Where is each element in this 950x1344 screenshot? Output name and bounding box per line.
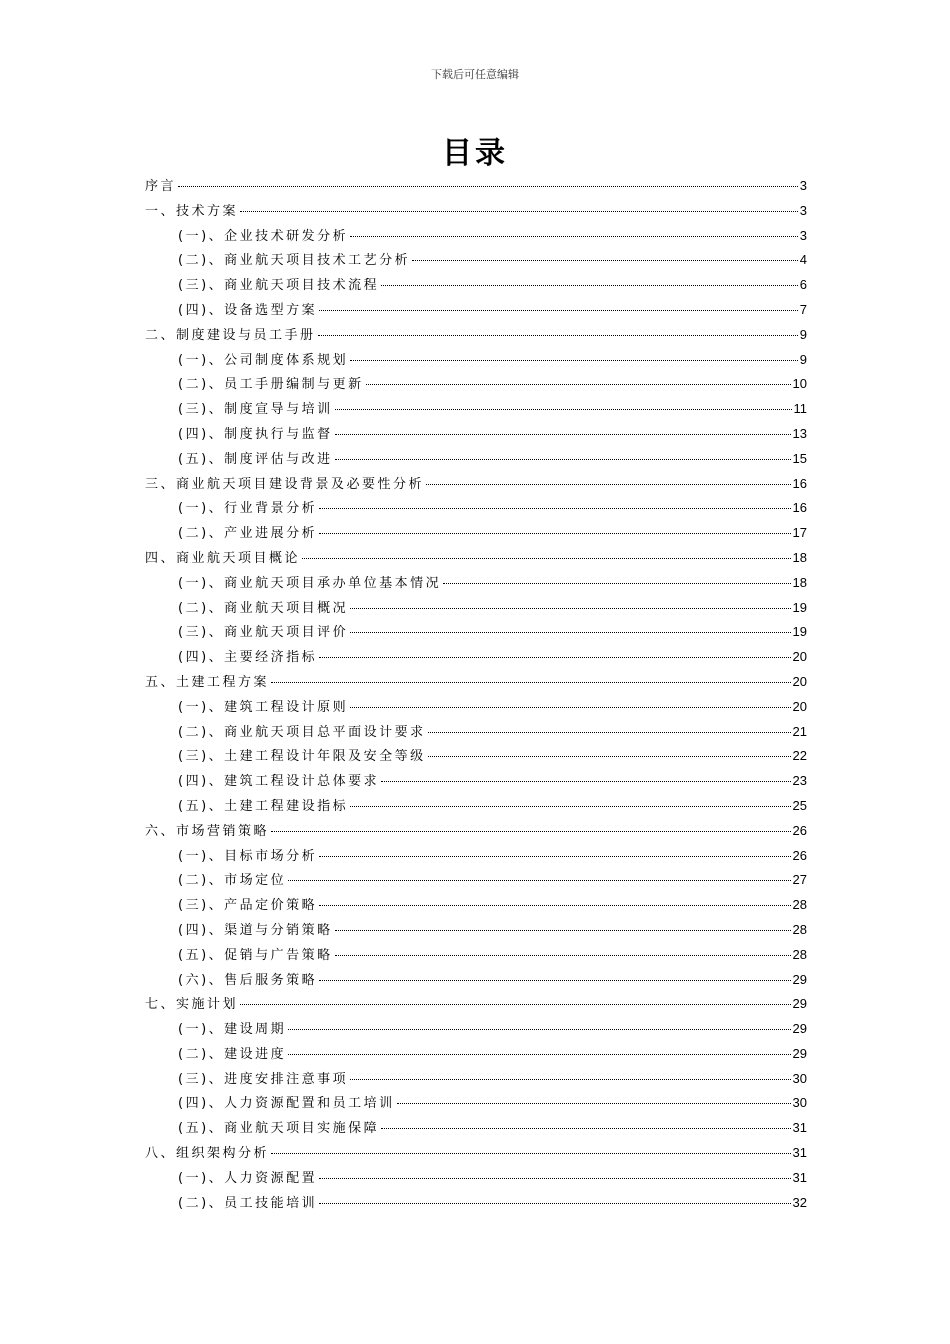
- dot-leader: [319, 657, 790, 658]
- toc-entry-title: (三)、制度宣导与培训: [178, 402, 333, 418]
- toc-entry-title: (四)、建筑工程设计总体要求: [178, 774, 380, 790]
- dot-leader: [350, 360, 798, 361]
- toc-entry-title: (四)、设备选型方案: [178, 302, 318, 318]
- toc-section-entry[interactable]: [145, 918, 807, 943]
- toc-entry-title: 七、实施计划: [145, 997, 239, 1013]
- toc-entry-page-number: 20: [792, 649, 807, 665]
- toc-section-entry[interactable]: [145, 1166, 807, 1191]
- toc-section-entry[interactable]: [145, 645, 807, 670]
- toc-entry-title: 三、商业航天项目建设背景及必要性分析: [145, 476, 425, 492]
- toc-entry-title: (五)、制度评估与改进: [178, 451, 333, 467]
- dot-leader: [288, 880, 790, 881]
- toc-entry-title: (二)、员工技能培训: [178, 1195, 318, 1211]
- table-of-contents: [145, 174, 807, 1215]
- toc-entry-title: (三)、产品定价策略: [178, 898, 318, 914]
- toc-chapter-entry[interactable]: [145, 1141, 807, 1166]
- toc-entry-page-number: 27: [792, 872, 807, 888]
- toc-section-entry[interactable]: [145, 769, 807, 794]
- toc-entry-page-number: 13: [792, 425, 807, 441]
- toc-section-entry[interactable]: [145, 1067, 807, 1092]
- dot-leader: [319, 905, 790, 906]
- toc-entry-page-number: 17: [792, 525, 807, 541]
- toc-section-entry[interactable]: [145, 447, 807, 472]
- toc-section-entry[interactable]: [145, 1042, 807, 1067]
- dot-leader: [319, 1203, 790, 1204]
- toc-entry-page-number: 31: [792, 1169, 807, 1185]
- toc-section-entry[interactable]: [145, 348, 807, 373]
- dot-leader: [319, 1178, 790, 1179]
- toc-entry-title: (四)、主要经济指标: [178, 650, 318, 666]
- toc-entry-title: 四、商业航天项目概论: [145, 550, 301, 566]
- toc-entry-page-number: 7: [799, 301, 807, 317]
- dot-leader: [319, 980, 790, 981]
- toc-entry-page-number: 18: [792, 574, 807, 590]
- toc-entry-page-number: 25: [792, 797, 807, 813]
- toc-entry-title: (二)、员工手册编制与更新: [178, 377, 364, 393]
- dot-leader: [335, 434, 791, 435]
- toc-section-entry[interactable]: [145, 1191, 807, 1216]
- toc-entry-title: (二)、商业航天项目概况: [178, 600, 349, 616]
- toc-chapter-entry[interactable]: [145, 199, 807, 224]
- toc-entry-page-number: 3: [799, 202, 807, 218]
- toc-entry-page-number: 9: [799, 326, 807, 342]
- toc-section-entry[interactable]: [145, 521, 807, 546]
- toc-entry-title: 序言: [145, 179, 177, 194]
- toc-section-entry[interactable]: [145, 372, 807, 397]
- toc-entry-title: (一)、行业背景分析: [178, 501, 318, 517]
- dot-leader: [366, 384, 791, 385]
- toc-entry-title: (一)、建设周期: [178, 1022, 287, 1038]
- toc-entry-page-number: 23: [792, 773, 807, 789]
- toc-entry-page-number: 4: [799, 252, 807, 268]
- dot-leader: [240, 211, 798, 212]
- toc-entry-title: 一、技术方案: [145, 203, 239, 219]
- toc-entry-title: (二)、市场定位: [178, 873, 287, 889]
- toc-entry-title: (一)、公司制度体系规划: [178, 352, 349, 368]
- dot-leader: [350, 632, 790, 633]
- toc-entry-title: (二)、商业航天项目技术工艺分析: [178, 253, 411, 269]
- toc-entry-page-number: 29: [792, 1021, 807, 1037]
- toc-entry-page-number: 32: [792, 1194, 807, 1210]
- toc-title: 目录: [442, 136, 508, 171]
- toc-chapter-entry[interactable]: [145, 546, 807, 571]
- dot-leader: [271, 831, 791, 832]
- dot-leader: [271, 682, 791, 683]
- toc-entry-title: 二、制度建设与员工手册: [145, 327, 316, 343]
- toc-entry-page-number: 3: [799, 178, 807, 193]
- dot-leader: [412, 260, 798, 261]
- dot-leader: [381, 781, 790, 782]
- toc-entry-title: (一)、商业航天项目承办单位基本情况: [178, 575, 442, 591]
- dot-leader: [350, 236, 798, 237]
- toc-section-entry[interactable]: [145, 844, 807, 869]
- toc-entry-page-number: 31: [792, 1145, 807, 1161]
- toc-entry-page-number: 29: [792, 971, 807, 987]
- toc-entry-title: (一)、企业技术研发分析: [178, 228, 349, 244]
- dot-leader: [350, 608, 790, 609]
- toc-chapter-entry[interactable]: [145, 174, 807, 199]
- toc-entry-title: 八、组织架构分析: [145, 1146, 270, 1162]
- toc-section-entry[interactable]: [145, 298, 807, 323]
- toc-chapter-entry[interactable]: [145, 992, 807, 1017]
- toc-section-entry[interactable]: [145, 1116, 807, 1141]
- toc-entry-title: (四)、渠道与分销策略: [178, 922, 333, 938]
- toc-entry-page-number: 31: [792, 1120, 807, 1136]
- toc-entry-page-number: 30: [792, 1095, 807, 1111]
- toc-entry-page-number: 29: [792, 1045, 807, 1061]
- toc-entry-title: (三)、进度安排注意事项: [178, 1071, 349, 1087]
- toc-entry-title: (一)、人力资源配置: [178, 1170, 318, 1186]
- dot-leader: [350, 707, 790, 708]
- dot-leader: [428, 732, 791, 733]
- toc-entry-page-number: 11: [793, 401, 807, 417]
- toc-entry-page-number: 16: [792, 500, 807, 516]
- toc-entry-title: (二)、产业进展分析: [178, 526, 318, 542]
- toc-entry-title: 六、市场营销策略: [145, 823, 270, 839]
- dot-leader: [443, 583, 790, 584]
- toc-entry-title: (五)、促销与广告策略: [178, 947, 333, 963]
- toc-entry-page-number: 26: [792, 822, 807, 838]
- dot-leader: [319, 856, 790, 857]
- toc-section-entry[interactable]: [145, 695, 807, 720]
- toc-section-entry[interactable]: [145, 397, 807, 422]
- dot-leader: [381, 285, 798, 286]
- toc-entry-page-number: 16: [792, 475, 807, 491]
- dot-leader: [381, 1128, 790, 1129]
- toc-section-entry[interactable]: [145, 744, 807, 769]
- toc-entry-title: (五)、商业航天项目实施保障: [178, 1121, 380, 1137]
- dot-leader: [319, 533, 790, 534]
- toc-section-entry[interactable]: [145, 422, 807, 447]
- toc-entry-page-number: 28: [792, 921, 807, 937]
- toc-entry-page-number: 29: [792, 996, 807, 1012]
- toc-entry-page-number: 20: [792, 698, 807, 714]
- toc-chapter-entry[interactable]: [145, 323, 807, 348]
- toc-section-entry[interactable]: [145, 571, 807, 596]
- toc-section-entry[interactable]: [145, 224, 807, 249]
- toc-section-entry[interactable]: [145, 248, 807, 273]
- toc-entry-page-number: 3: [799, 227, 807, 243]
- dot-leader: [426, 484, 791, 485]
- toc-entry-page-number: 21: [792, 723, 807, 739]
- dot-leader: [302, 558, 791, 559]
- toc-section-entry[interactable]: [145, 720, 807, 745]
- toc-chapter-entry[interactable]: [145, 670, 807, 695]
- toc-entry-page-number: 28: [792, 897, 807, 913]
- toc-entry-page-number: 18: [792, 549, 807, 565]
- dot-leader: [319, 310, 798, 311]
- toc-entry-page-number: 30: [792, 1070, 807, 1086]
- toc-entry-title: (三)、商业航天项目技术流程: [178, 278, 380, 294]
- toc-section-entry[interactable]: [145, 1017, 807, 1042]
- toc-section-entry[interactable]: [145, 496, 807, 521]
- toc-entry-page-number: 20: [792, 673, 807, 689]
- toc-entry-title: (二)、建设进度: [178, 1046, 287, 1062]
- dot-leader: [397, 1103, 791, 1104]
- toc-section-entry[interactable]: [145, 968, 807, 993]
- toc-chapter-entry[interactable]: [145, 819, 807, 844]
- toc-entry-page-number: 19: [792, 624, 807, 640]
- toc-entry-title: (一)、建筑工程设计原则: [178, 699, 349, 715]
- dot-leader: [319, 508, 790, 509]
- dot-leader: [335, 930, 791, 931]
- dot-leader: [428, 756, 791, 757]
- page-header: 下载后可任意编辑: [431, 68, 519, 81]
- toc-entry-title: (六)、售后服务策略: [178, 972, 318, 988]
- dot-leader: [335, 459, 791, 460]
- toc-section-entry[interactable]: [145, 868, 807, 893]
- dot-leader: [271, 1153, 791, 1154]
- dot-leader: [335, 409, 792, 410]
- toc-section-entry[interactable]: [145, 1091, 807, 1116]
- toc-entry-page-number: 15: [792, 450, 807, 466]
- toc-section-entry[interactable]: [145, 273, 807, 298]
- toc-entry-title: (二)、商业航天项目总平面设计要求: [178, 724, 426, 740]
- toc-entry-page-number: 9: [799, 351, 807, 367]
- dot-leader: [288, 1029, 790, 1030]
- dot-leader: [288, 1054, 790, 1055]
- toc-section-entry[interactable]: [145, 620, 807, 645]
- toc-entry-title: (四)、人力资源配置和员工培训: [178, 1096, 395, 1112]
- toc-entry-page-number: 26: [792, 847, 807, 863]
- toc-section-entry[interactable]: [145, 794, 807, 819]
- toc-section-entry[interactable]: [145, 943, 807, 968]
- toc-entry-page-number: 10: [792, 376, 807, 392]
- dot-leader: [335, 955, 791, 956]
- dot-leader: [318, 335, 798, 336]
- toc-entry-title: (三)、商业航天项目评价: [178, 625, 349, 641]
- toc-entry-title: (一)、目标市场分析: [178, 848, 318, 864]
- dot-leader: [350, 806, 790, 807]
- toc-entry-title: (三)、土建工程设计年限及安全等级: [178, 749, 426, 765]
- toc-section-entry[interactable]: [145, 596, 807, 621]
- toc-chapter-entry[interactable]: [145, 472, 807, 497]
- dot-leader: [350, 1079, 790, 1080]
- toc-entry-title: 五、土建工程方案: [145, 674, 270, 690]
- toc-entry-page-number: 28: [792, 946, 807, 962]
- dot-leader: [240, 1004, 791, 1005]
- toc-entry-page-number: 22: [792, 748, 807, 764]
- toc-entry-title: (五)、土建工程建设指标: [178, 798, 349, 814]
- toc-section-entry[interactable]: [145, 893, 807, 918]
- toc-entry-title: (四)、制度执行与监督: [178, 426, 333, 442]
- toc-entry-page-number: 19: [792, 599, 807, 615]
- toc-entry-page-number: 6: [799, 277, 807, 293]
- dot-leader: [178, 186, 798, 187]
